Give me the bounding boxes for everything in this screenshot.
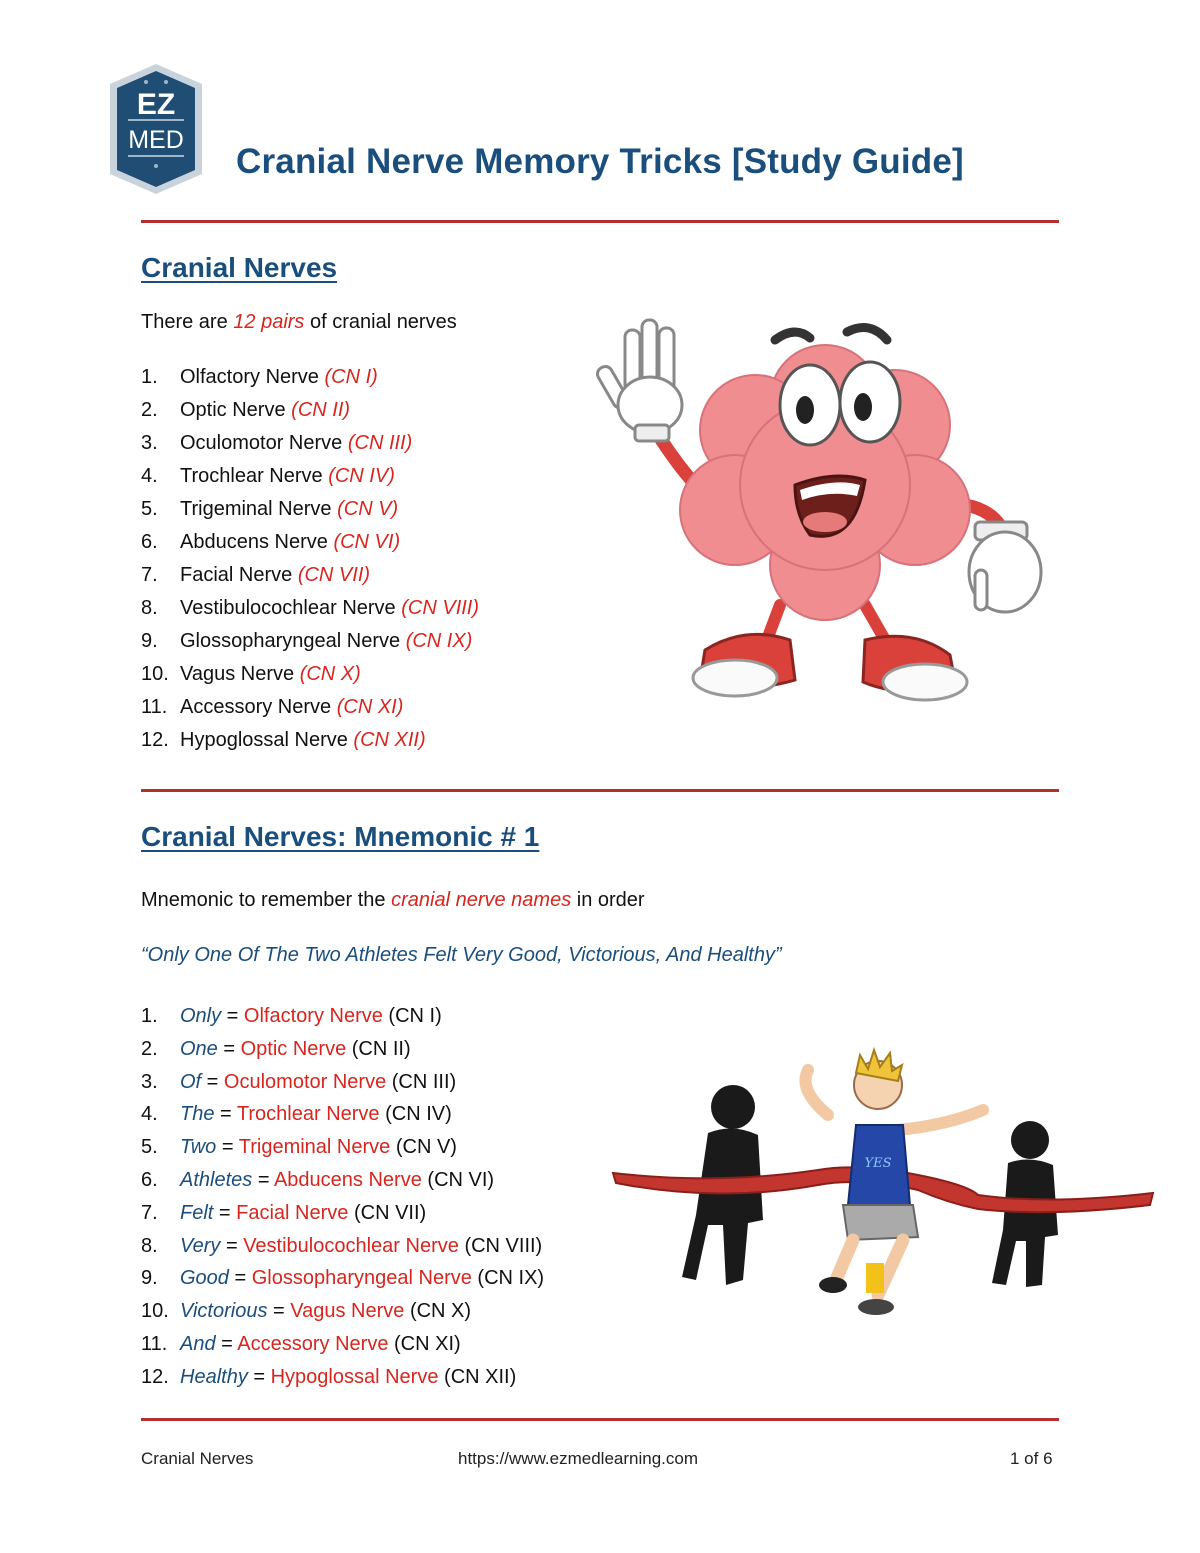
document-title: Cranial Nerve Memory Tricks [Study Guide] xyxy=(236,142,964,181)
section-heading-cranial-nerves: Cranial Nerves xyxy=(141,252,338,283)
intro-emphasis: cranial nerve names xyxy=(391,889,572,911)
nerve-name: Trochlear Nerve xyxy=(236,1103,380,1126)
nerve-code: (CN I) xyxy=(388,1005,442,1027)
item-number: 3. xyxy=(141,1070,158,1093)
nerve-code: (CN XI) xyxy=(394,1332,461,1355)
nerve-code: (CN III) xyxy=(391,1070,457,1093)
list-item: 11. And = Accessory Nerve (CN XI) xyxy=(141,1332,461,1355)
nerve-name: Abducens Nerve xyxy=(273,1168,422,1191)
intro-text xyxy=(141,311,457,334)
section-heading-mnemonic-1: Cranial Nerves: Mnemonic # 1 xyxy=(141,821,540,852)
list-item xyxy=(141,728,479,761)
mnemonic-word: The xyxy=(180,1103,215,1126)
nerve-code: (CN II) xyxy=(291,399,351,421)
list-item: 1. Only = Olfactory Nerve (CN I) xyxy=(141,1005,442,1027)
intro-emphasis: 12 pairs xyxy=(233,311,305,333)
cranial-nerve-list xyxy=(141,365,479,761)
nerve-code: (CN III) xyxy=(347,432,413,454)
nerve-code: (CN V) xyxy=(395,1136,457,1159)
nerve-name: Hypoglossal Nerve xyxy=(180,729,348,751)
nerve-code: (CN X) xyxy=(299,663,361,685)
mnemonic-word: One xyxy=(180,1037,218,1060)
nerve-name: Oculomotor Nerve xyxy=(180,432,343,454)
nerve-code: (CN IV) xyxy=(328,465,395,487)
nerve-code: (CN VI) xyxy=(427,1168,495,1191)
divider xyxy=(141,1418,1059,1421)
item-number: 8. xyxy=(141,1234,158,1257)
item-number: 1. xyxy=(141,1005,158,1027)
intro-post: of cranial nerves xyxy=(304,311,457,333)
nerve-name: Accessory Nerve xyxy=(237,1332,389,1355)
list-item xyxy=(141,596,479,629)
nerve-name: Glossopharyngeal Nerve xyxy=(180,630,401,652)
nerve-code: (CN V) xyxy=(337,498,399,520)
list-item xyxy=(141,530,479,563)
list-item xyxy=(141,629,479,662)
list-item: 7. Felt = Facial Nerve (CN VII) xyxy=(141,1201,427,1224)
mnemonic-word: Good xyxy=(180,1267,229,1290)
nerve-code: (CN XII) xyxy=(444,1365,517,1388)
nerve-name: Glossopharyngeal Nerve xyxy=(251,1267,472,1290)
list-item: 3. Of = Oculomotor Nerve (CN III) xyxy=(141,1070,457,1093)
item-number: 6. xyxy=(141,531,158,553)
mnemonic-word: And xyxy=(180,1332,216,1355)
ezmed-logo xyxy=(108,62,204,196)
list-item xyxy=(141,365,479,398)
intro-pre: There are xyxy=(141,311,234,333)
page-number: 1 of 6 xyxy=(1010,1449,1053,1468)
item-number: 9. xyxy=(141,630,158,652)
nerve-code: (CN X) xyxy=(409,1300,472,1323)
divider xyxy=(141,220,1059,223)
footer-left: Cranial Nerves xyxy=(141,1449,254,1468)
nerve-name: Facial Nerve xyxy=(180,564,293,586)
list-item: 6. Athletes = Abducens Nerve (CN VI) xyxy=(141,1168,495,1191)
nerve-name: Optic Nerve xyxy=(180,399,286,421)
nerve-code: (CN II) xyxy=(351,1037,411,1060)
item-number: 2. xyxy=(141,1037,158,1060)
logo-text-ez: EZ xyxy=(136,88,176,121)
nerve-code: (CN IX) xyxy=(477,1267,545,1290)
nerve-name: Trigeminal Nerve xyxy=(180,498,332,520)
nerve-name: Trochlear Nerve xyxy=(180,465,323,487)
list-item xyxy=(141,497,479,530)
nerve-name: Vagus Nerve xyxy=(180,663,295,685)
list-item: 4. The = Trochlear Nerve (CN IV) xyxy=(141,1103,452,1126)
nerve-code: (CN VII) xyxy=(353,1201,427,1224)
nerve-name: Olfactory Nerve xyxy=(243,1005,383,1027)
item-number: 10. xyxy=(141,663,169,685)
list-item xyxy=(141,431,479,464)
item-number: 7. xyxy=(141,564,158,586)
mnemonic-word: Healthy xyxy=(180,1365,248,1388)
item-number: 5. xyxy=(141,1136,158,1159)
item-number: 10. xyxy=(141,1300,169,1323)
nerve-code: (CN VIII) xyxy=(464,1234,543,1257)
nerve-name: Hypoglossal Nerve xyxy=(270,1365,439,1388)
list-item xyxy=(141,398,479,431)
item-number: 11. xyxy=(141,696,168,718)
item-number: 5. xyxy=(141,498,158,520)
item-number: 2. xyxy=(141,399,158,421)
mnemonic-word: Only xyxy=(180,1005,222,1027)
item-number: 4. xyxy=(141,465,158,487)
list-item: 12. Healthy = Hypoglossal Nerve (CN XII) xyxy=(141,1365,517,1388)
item-number: 6. xyxy=(141,1168,158,1191)
runner-shirt-text: YES xyxy=(864,1156,892,1171)
item-number: 4. xyxy=(141,1103,158,1126)
intro-pre: Mnemonic to remember the xyxy=(141,889,392,911)
list-item xyxy=(141,695,479,728)
item-number: 7. xyxy=(141,1201,158,1224)
item-number: 9. xyxy=(141,1267,158,1290)
mnemonic-word: Athletes xyxy=(180,1168,253,1191)
mnemonic-word: Two xyxy=(180,1136,217,1159)
nerve-name: Facial Nerve xyxy=(236,1201,349,1224)
list-item: 10. Victorious = Vagus Nerve (CN X) xyxy=(141,1300,472,1323)
list-item: 5. Two = Trigeminal Nerve (CN V) xyxy=(141,1136,457,1159)
finish-line-runners-illustration xyxy=(598,1045,1158,1325)
mnemonic-word: Victorious xyxy=(180,1300,268,1323)
item-number: 12. xyxy=(141,1365,169,1388)
mnemonic-word: Very xyxy=(180,1234,221,1257)
list-item: 9. Good = Glossopharyngeal Nerve (CN IX) xyxy=(141,1267,545,1290)
item-number: 11. xyxy=(141,1332,168,1355)
mnemonic-word: Felt xyxy=(180,1201,214,1224)
intro-post: in order xyxy=(571,889,645,911)
footer-url[interactable]: https://www.ezmedlearning.com xyxy=(458,1449,698,1468)
nerve-code: (CN VIII) xyxy=(401,597,480,619)
nerve-name: Trigeminal Nerve xyxy=(238,1136,391,1159)
nerve-name: Olfactory Nerve xyxy=(180,366,319,388)
nerve-name: Vestibulocochlear Nerve xyxy=(243,1234,459,1257)
nerve-name: Vagus Nerve xyxy=(290,1300,405,1323)
list-item xyxy=(141,563,479,596)
list-item: 8. Very = Vestibulocochlear Nerve (CN VIII) xyxy=(141,1234,543,1257)
mnemonic-word: Of xyxy=(180,1070,202,1093)
brain-mascot-illustration xyxy=(595,310,1060,720)
nerve-name: Oculomotor Nerve xyxy=(223,1070,387,1093)
mnemonic-list xyxy=(141,1004,544,1398)
mnemonic-intro xyxy=(141,889,645,912)
mnemonic-phrase: “Only One Of The Two Athletes Felt Very Good, Victorious, And Healthy” xyxy=(141,944,782,966)
nerve-name: Vestibulocochlear Nerve xyxy=(180,597,396,619)
nerve-name: Accessory Nerve xyxy=(180,696,332,718)
item-number: 12. xyxy=(141,729,169,751)
nerve-code: (CN XII) xyxy=(353,729,426,751)
nerve-code: (CN IX) xyxy=(405,630,473,652)
nerve-name: Optic Nerve xyxy=(240,1037,347,1060)
nerve-code: (CN VI) xyxy=(333,531,401,553)
nerve-code: (CN VII) xyxy=(297,564,371,586)
list-item xyxy=(141,662,479,695)
divider xyxy=(141,789,1059,792)
list-item xyxy=(141,464,479,497)
item-number: 3. xyxy=(141,432,158,454)
logo-text-med: MED xyxy=(128,126,184,154)
nerve-code: (CN XI) xyxy=(336,696,404,718)
item-number: 8. xyxy=(141,597,158,619)
item-number: 1. xyxy=(141,366,158,388)
nerve-name: Abducens Nerve xyxy=(180,531,328,553)
nerve-code: (CN IV) xyxy=(385,1103,452,1126)
list-item: 2. One = Optic Nerve (CN II) xyxy=(141,1037,411,1060)
nerve-code: (CN I) xyxy=(324,366,378,388)
